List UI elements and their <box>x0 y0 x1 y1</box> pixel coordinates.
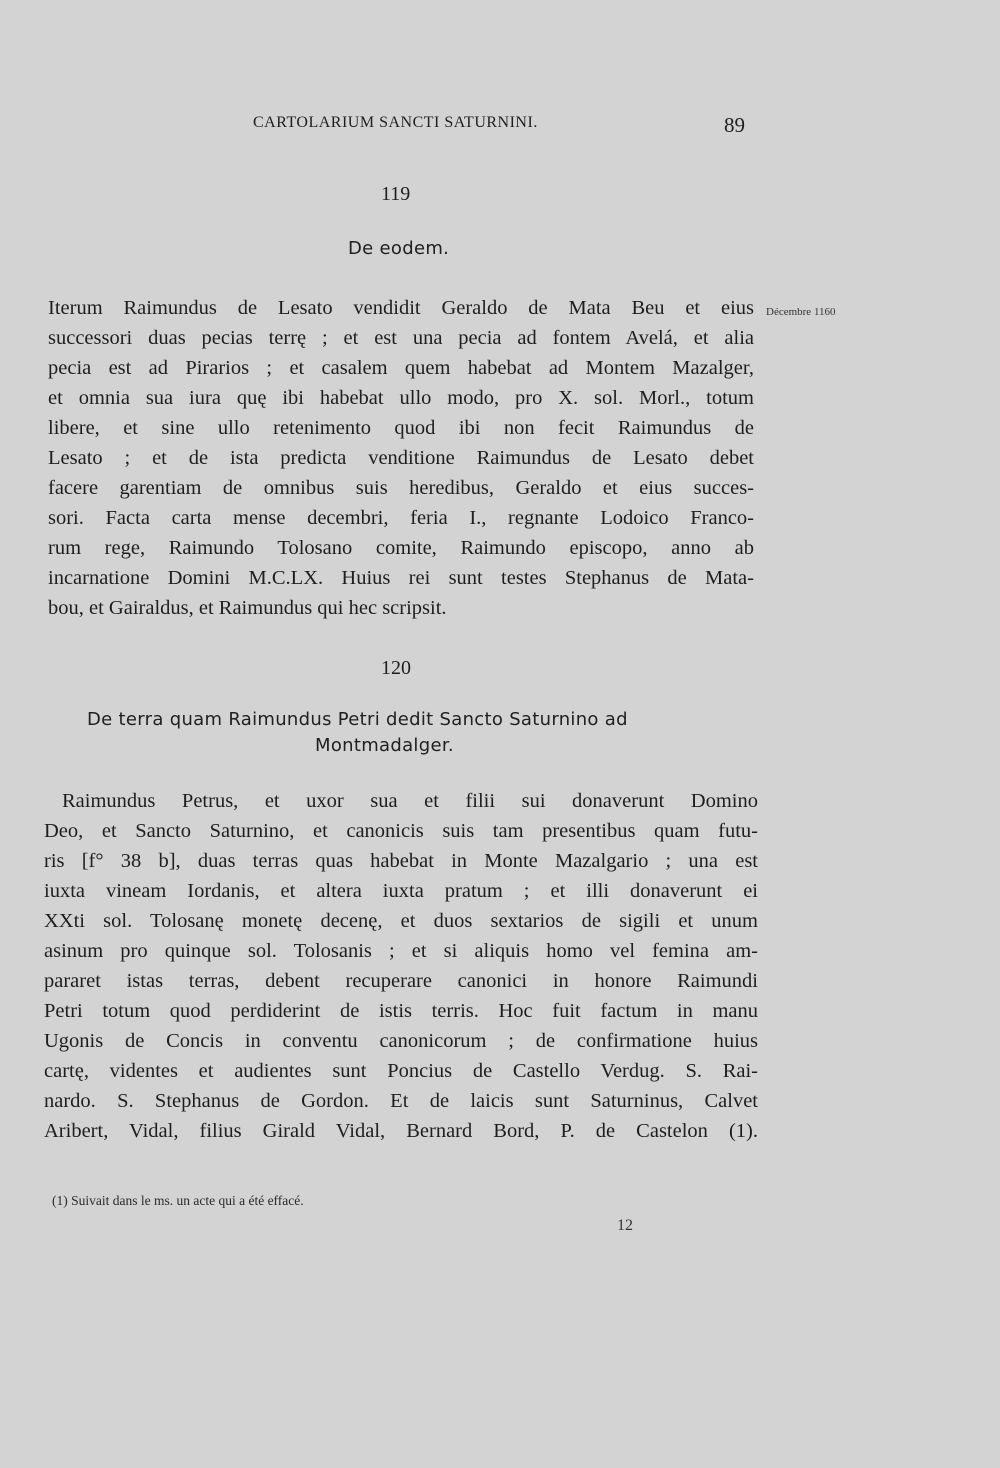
text-line: bou, et Gairaldus, et Raimundus qui hec scripsit. <box>48 597 447 619</box>
text-line: sori. Facta carta mense decembri, feria I., regnante Lodoico Franco- <box>48 507 754 529</box>
text-line: pararet istas terras, debent recuperare canonici in honore Raimundi <box>44 970 758 992</box>
text-line: facere garentiam de omnibus suis heredibus, Geraldo et eius succes- <box>48 477 754 499</box>
entry-title-119: De eodem. <box>348 238 450 259</box>
running-head: CARTOLARIUM SANCTI SATURNINI. <box>253 114 538 131</box>
entry-title-120-line2: Montmadalger. <box>315 735 454 756</box>
margin-date-note: Décembre 1160 <box>766 306 836 318</box>
text-line: nardo. S. Stephanus de Gordon. Et de laicis sunt Saturninus, Calvet <box>44 1090 758 1112</box>
text-line: pecia est ad Pirarios ; et casalem quem habebat ad Montem Mazalger, <box>48 357 754 379</box>
text-line: Aribert, Vidal, filius Girald Vidal, Bernard Bord, P. de Castelon (1). <box>44 1120 758 1142</box>
text-line: iuxta vineam Iordanis, et altera iuxta pratum ; et illi donaverunt ei <box>44 880 758 902</box>
signature-mark: 12 <box>617 1217 633 1234</box>
entry-number-119: 119 <box>381 183 411 205</box>
text-line: XXti sol. Tolosanę monetę decenę, et duos sextarios de sigili et unum <box>44 910 758 932</box>
text-line: Deo, et Sancto Saturnino, et canonicis suis tam presentibus quam futu- <box>44 820 758 842</box>
text-line: successori duas pecias terrę ; et est una pecia ad fontem Avelá, et alia <box>48 327 754 349</box>
entry-text-119 <box>48 293 754 623</box>
text-line: asinum pro quinque sol. Tolosanis ; et si aliquis homo vel femina am- <box>44 940 758 962</box>
text-line: rum rege, Raimundo Tolosano comite, Raimundo episcopo, anno ab <box>48 537 754 559</box>
entry-text-120 <box>44 786 758 1146</box>
page-number: 89 <box>724 113 745 137</box>
text-line: Ugonis de Concis in conventu canonicorum ; de confirmatione huius <box>44 1030 758 1052</box>
text-line: ris [f° 38 b], duas terras quas habebat in Monte Mazalgario ; una est <box>44 850 758 872</box>
text-line: libere, et sine ullo retenimento quod ibi non fecit Raimundus de <box>48 417 754 439</box>
text-line: incarnatione Domini M.C.LX. Huius rei sunt testes Stephanus de Mata- <box>48 567 754 589</box>
text-line: Iterum Raimundus de Lesato vendidit Geraldo de Mata Beu et eius <box>48 297 754 319</box>
entry-title-120-line1: De terra quam Raimundus Petri dedit Sancto Saturnino ad <box>87 709 628 730</box>
text-line: Raimundus Petrus, et uxor sua et filii sui donaverunt Domino <box>62 790 758 812</box>
footnote: (1) Suivait dans le ms. un acte qui a été effacé. <box>52 1193 304 1208</box>
entry-number-120: 120 <box>381 657 411 679</box>
text-line: Lesato ; et de ista predicta venditione Raimundus de Lesato debet <box>48 447 754 469</box>
text-line: cartę, videntes et audientes sunt Poncius de Castello Verdug. S. Rai- <box>44 1060 758 1082</box>
text-line: et omnia sua iura quę ibi habebat ullo modo, pro X. sol. Morl., totum <box>48 387 754 409</box>
text-line: Petri totum quod perdiderint de istis terris. Hoc fuit factum in manu <box>44 1000 758 1022</box>
